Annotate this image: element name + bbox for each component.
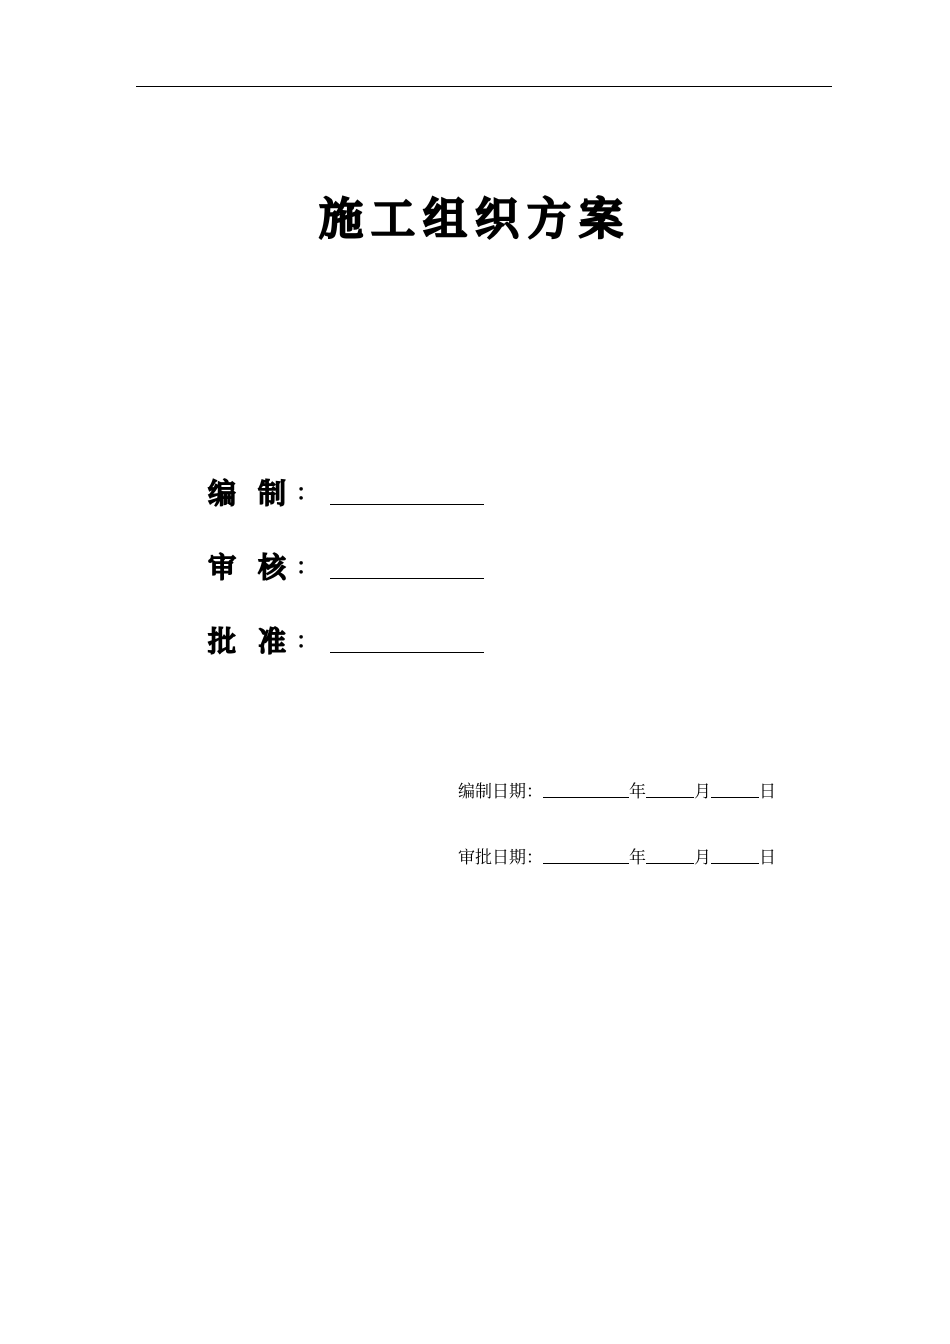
signature-blank-line[interactable]	[330, 578, 484, 579]
signature-label-char: 制	[258, 477, 287, 510]
signature-label	[208, 474, 286, 514]
day-blank[interactable]	[711, 777, 759, 798]
signature-label-char: 审	[208, 551, 237, 584]
signature-label	[208, 622, 286, 662]
year-blank[interactable]	[543, 777, 629, 798]
approve-date-row	[458, 843, 776, 873]
date-label: 编制日期：	[458, 782, 543, 802]
signature-colon: ：	[296, 481, 319, 506]
signature-blank-line[interactable]	[330, 504, 484, 505]
signature-colon: ：	[296, 555, 319, 580]
header-rule	[136, 86, 832, 87]
compile-date-row	[458, 777, 776, 807]
signature-colon: ：	[296, 629, 319, 654]
signature-row-approver	[208, 622, 508, 662]
signature-label-char: 准	[258, 625, 287, 658]
day-unit: 日	[759, 848, 776, 868]
year-unit: 年	[629, 782, 646, 802]
month-unit: 月	[694, 782, 711, 802]
month-unit: 月	[694, 848, 711, 868]
day-unit: 日	[759, 782, 776, 802]
document-title: 施工组织方案	[319, 194, 631, 245]
month-blank[interactable]	[646, 777, 694, 798]
signature-blank-line[interactable]	[330, 652, 484, 653]
signature-label-char: 批	[208, 625, 237, 658]
date-label: 审批日期：	[458, 848, 543, 868]
year-blank[interactable]	[543, 843, 629, 864]
signature-row-compiler	[208, 474, 508, 514]
signature-label	[208, 548, 286, 588]
day-blank[interactable]	[711, 843, 759, 864]
year-unit: 年	[629, 848, 646, 868]
signature-row-reviewer	[208, 548, 508, 588]
month-blank[interactable]	[646, 843, 694, 864]
signature-label-char: 编	[208, 477, 237, 510]
signature-label-char: 核	[258, 551, 287, 584]
